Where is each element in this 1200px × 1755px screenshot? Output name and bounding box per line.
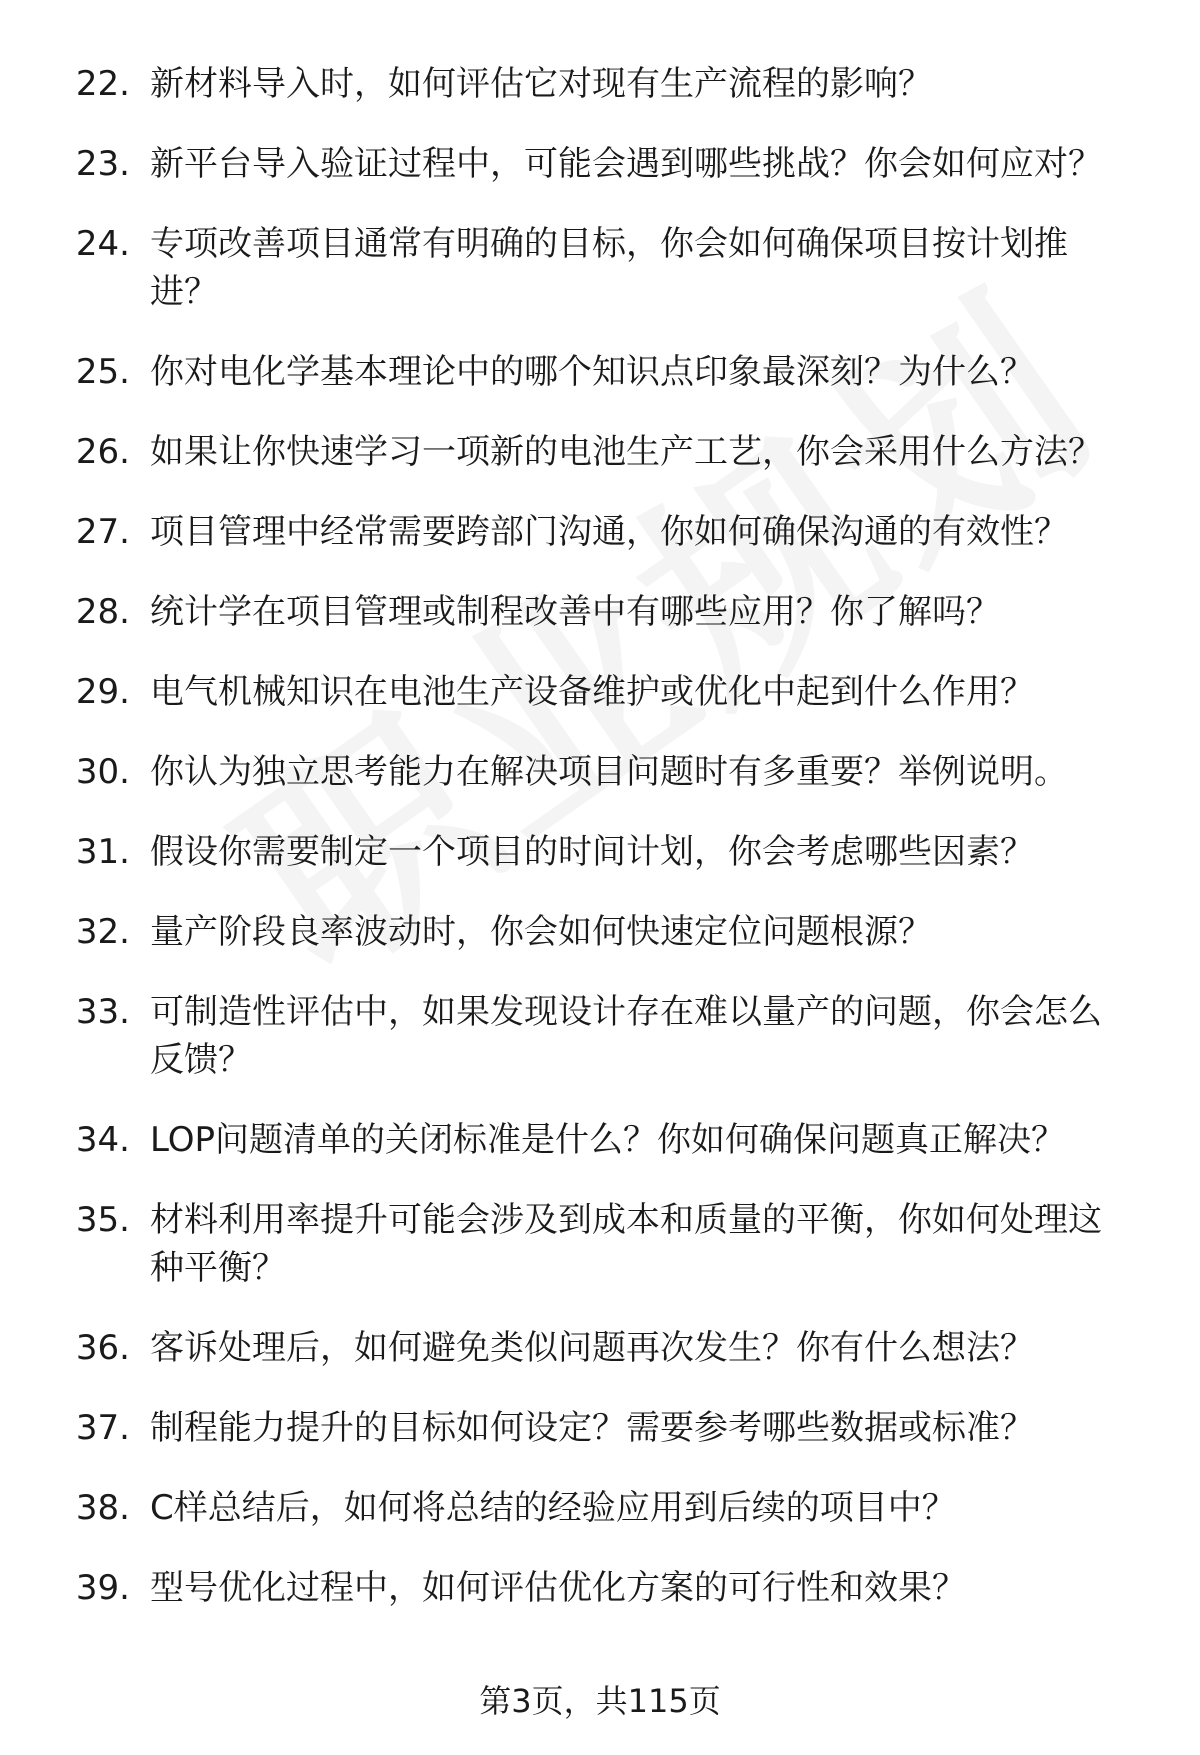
question-item <box>0 428 1200 476</box>
question-text: 可制造性评估中，如果发现设计存在难以量产的问题，你会怎么反馈？ <box>150 992 1102 1080</box>
question-number: 39. <box>75 1568 130 1608</box>
question-item <box>0 1196 1200 1292</box>
question-item <box>0 348 1200 396</box>
page-footer <box>0 1679 1200 1723</box>
question-item <box>0 1484 1200 1532</box>
question-number: 32. <box>75 912 130 952</box>
question-item <box>0 828 1200 876</box>
question-number: 27. <box>75 512 130 552</box>
question-number: 28. <box>75 592 130 632</box>
question-item <box>0 60 1200 108</box>
question-item <box>0 748 1200 796</box>
question-number: 24. <box>75 224 130 264</box>
question-item <box>0 668 1200 716</box>
question-item <box>0 508 1200 556</box>
question-text: 你对电化学基本理论中的哪个知识点印象最深刻？为什么？ <box>150 352 1034 392</box>
question-text: LOP问题清单的关闭标准是什么？你如何确保问题真正解决？ <box>150 1120 1065 1160</box>
question-list <box>0 60 1200 1644</box>
question-text: 项目管理中经常需要跨部门沟通，你如何确保沟通的有效性？ <box>150 512 1068 552</box>
question-item <box>0 588 1200 636</box>
question-number: 29. <box>75 672 130 712</box>
question-number: 23. <box>75 144 130 184</box>
question-item <box>0 220 1200 316</box>
question-item <box>0 1324 1200 1372</box>
question-number: 38. <box>75 1488 130 1528</box>
question-item <box>0 1564 1200 1612</box>
question-text: 材料利用率提升可能会涉及到成本和质量的平衡，你如何处理这种平衡？ <box>150 1200 1102 1288</box>
question-text: 如果让你快速学习一项新的电池生产工艺，你会采用什么方法？ <box>150 432 1102 472</box>
question-text: 制程能力提升的目标如何设定？需要参考哪些数据或标准？ <box>150 1408 1034 1448</box>
question-text: 你认为独立思考能力在解决项目问题时有多重要？举例说明。 <box>150 752 1068 792</box>
question-text: 假设你需要制定一个项目的时间计划，你会考虑哪些因素？ <box>150 832 1034 872</box>
question-text: 新平台导入验证过程中，可能会遇到哪些挑战？你会如何应对？ <box>150 144 1102 184</box>
question-item <box>0 1404 1200 1452</box>
question-text: 型号优化过程中，如何评估优化方案的可行性和效果？ <box>150 1568 966 1608</box>
question-text: 客诉处理后，如何避免类似问题再次发生？你有什么想法？ <box>150 1328 1034 1368</box>
question-number: 34. <box>75 1120 130 1160</box>
question-number: 37. <box>75 1408 130 1448</box>
question-text: 新材料导入时，如何评估它对现有生产流程的影响？ <box>150 64 932 104</box>
question-text: 量产阶段良率波动时，你会如何快速定位问题根源？ <box>150 912 932 952</box>
question-text: C样总结后，如何将总结的经验应用到后续的项目中？ <box>150 1488 956 1528</box>
question-number: 31. <box>75 832 130 872</box>
question-text: 专项改善项目通常有明确的目标，你会如何确保项目按计划推进？ <box>150 224 1068 312</box>
page-number-text: 第3页，共115页 <box>479 1682 721 1720</box>
question-item <box>0 908 1200 956</box>
question-item <box>0 1116 1200 1164</box>
question-item <box>0 140 1200 188</box>
question-number: 26. <box>75 432 130 472</box>
question-text: 统计学在项目管理或制程改善中有哪些应用？你了解吗？ <box>150 592 1000 632</box>
question-number: 33. <box>75 992 130 1032</box>
question-number: 22. <box>75 64 130 104</box>
question-text: 电气机械知识在电池生产设备维护或优化中起到什么作用？ <box>150 672 1034 712</box>
question-number: 35. <box>75 1200 130 1240</box>
question-number: 36. <box>75 1328 130 1368</box>
question-number: 30. <box>75 752 130 792</box>
question-item <box>0 988 1200 1084</box>
question-number: 25. <box>75 352 130 392</box>
